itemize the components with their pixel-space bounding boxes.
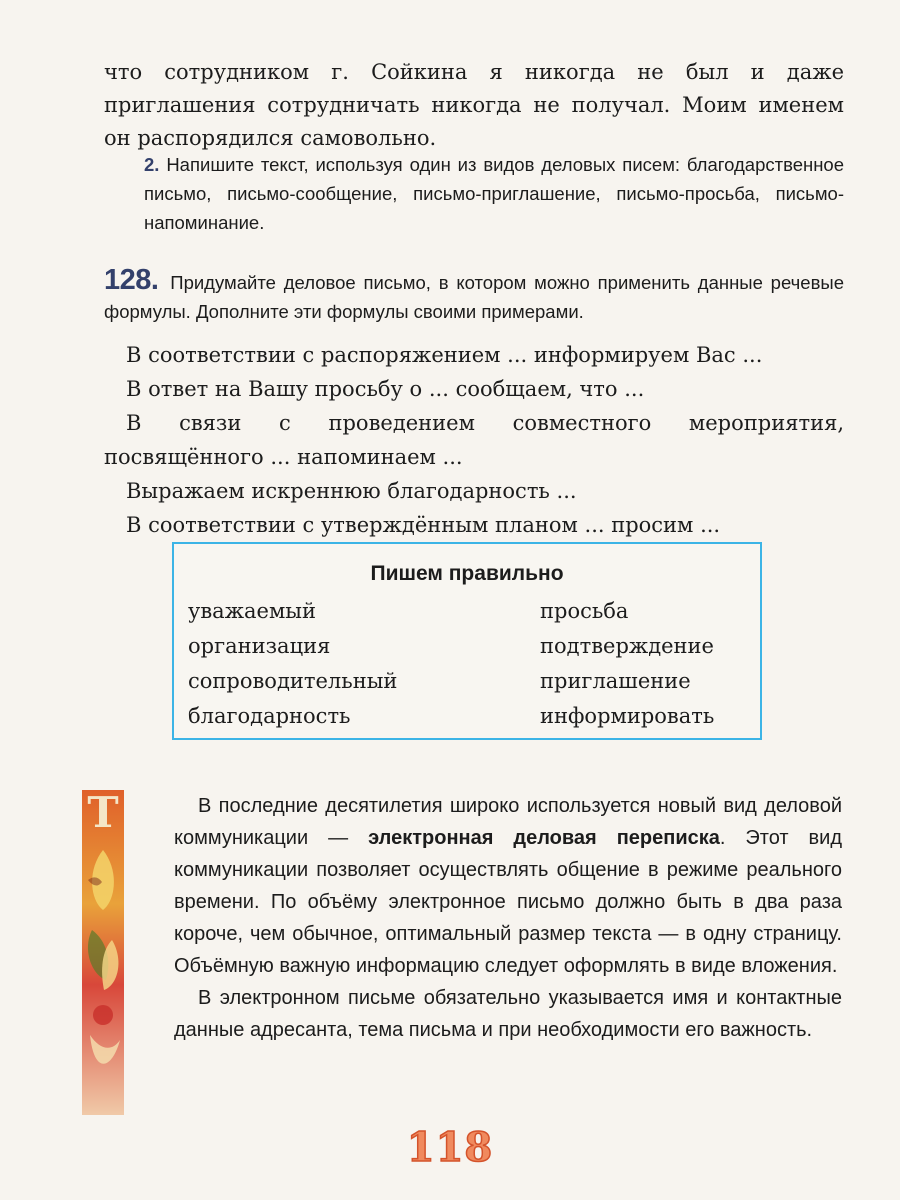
formula-line: В соответствии с утверждённым планом ... просим ... [126,513,721,537]
rule-word: организация [188,634,331,658]
theory-p1-end: . Этот вид коммуникации позволяет осуществлять общение в режиме реального времени. По объёму электронное письмо должно быть в два раза короче, чем обычное, оптимальный размер текста — в одну страницу. Объёмную важную информацию следует оформлять в виде вложения. [174,827,843,977]
exercise-128 [104,266,844,326]
rule-word: подтверждение [540,634,714,658]
theory-paragraph-1 [174,790,842,982]
theory-paragraph-2: В электронном письме обязательно указывается имя и контактные данные адресанта, тема письма и при необходимости его важность. [174,987,842,1041]
rule-word: сопроводительный [188,669,398,693]
rule-word: информировать [540,704,715,728]
theory-p1-start: В последние десятилетия широко используется новый вид деловой коммуникации — [174,795,842,849]
task-2-number: 2. [144,154,160,175]
rule-word: приглашение [540,669,691,693]
rule-word: благодарность [188,704,351,728]
theory-section [174,790,842,1046]
rule-box-title: Пишем правильно [370,562,564,585]
rule-words-left [188,594,397,734]
theory-marker-strip [82,790,124,1115]
formula-line: Выражаем искреннюю благодарность ... [126,479,577,503]
formula-line: В соответствии с распоряжением ... информируем Вас ... [126,343,763,367]
rule-word: уважаемый [188,599,317,623]
exercise-task: Придумайте деловое письмо, в котором можно применить данные речевые формулы. Дополните эти формулы своими примерами. [104,272,844,322]
page-number: 118 [406,1124,494,1171]
intro-paragraph: что сотрудником г. Сойкина я никогда не был и даже приглашения сотрудничать никогда не получал. Моим именем он распорядился самовольно. [104,60,844,150]
spelling-rule-box [172,542,762,740]
key-term: электронная деловая переписка [368,827,720,849]
rule-words-right [540,594,714,734]
task-2-text: Напишите текст, используя один из видов деловых писем: благодарственное письмо, письмо-сообщение, письмо-приглашение, письмо-просьба, письмо-напоминание. [144,154,845,233]
ornament-icon [82,790,124,1115]
rule-word: просьба [540,599,629,623]
exercise-number: 128. [104,264,159,296]
theory-marker-letter: Т [87,790,119,837]
formula-line: В связи с проведением совместного мероприятия, посвящённого ... напоминаем ... [104,411,844,469]
formula-line: В ответ на Вашу просьбу о ... сообщаем, что ... [126,377,645,401]
speech-formulas [104,338,844,542]
task-2 [144,150,844,237]
